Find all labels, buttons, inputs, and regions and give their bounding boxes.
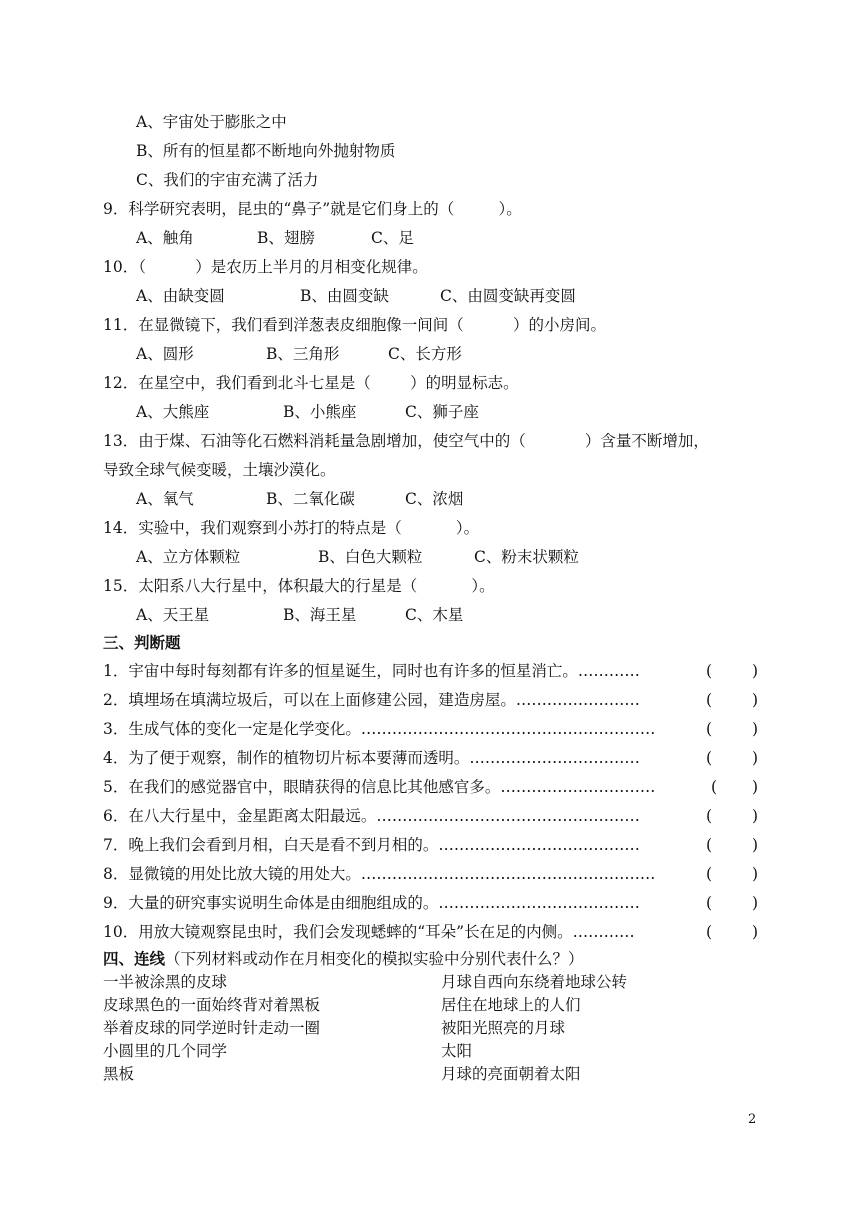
question-11: 11．在显微镜下，我们看到洋葱表皮细胞像一间间（ ）的小房间。 xyxy=(103,316,606,334)
answer-paren-close: ) xyxy=(752,749,759,767)
option-b: B、由圆变缺 xyxy=(300,287,389,305)
match-right-item[interactable]: 居住在地球上的人们 xyxy=(441,996,581,1014)
match-left-item[interactable]: 一半被涂黑的皮球 xyxy=(103,973,228,991)
section-3-title: 三、判断题 xyxy=(103,633,181,652)
judgement-item: 10．用放大镜观察昆虫时，我们会发现蟋蟀的“耳朵”长在足的内侧。………… xyxy=(103,923,635,941)
option-a: A、氧气 xyxy=(136,490,194,508)
match-left-item[interactable]: 皮球黑色的一面始终背对着黑板 xyxy=(103,996,321,1014)
judgement-item: 1．宇宙中每时每刻都有许多的恒星诞生，同时也有许多的恒星消亡。………… xyxy=(103,662,640,680)
answer-paren-open: ( xyxy=(706,836,713,854)
option-c: C、长方形 xyxy=(388,345,462,363)
judgement-item: 6．在八大行星中，金星距离太阳最远。…………………………………………… xyxy=(103,807,640,825)
answer-paren-close: ) xyxy=(752,923,759,941)
match-right-item[interactable]: 月球自西向东绕着地球公转 xyxy=(441,973,628,991)
answer-paren-close: ) xyxy=(752,807,759,825)
question-14: 14．实验中，我们观察到小苏打的特点是（ ）。 xyxy=(103,519,480,537)
answer-paren-open: ( xyxy=(706,923,713,941)
option-line: A、宇宙处于膨胀之中 xyxy=(136,113,287,131)
page-number: 2 xyxy=(748,1112,757,1127)
answer-paren-open: ( xyxy=(706,720,713,738)
option-a: A、触角 xyxy=(136,229,194,247)
answer-paren-open: ( xyxy=(706,691,713,709)
question-15: 15．太阳系八大行星中，体积最大的行星是（ ）。 xyxy=(103,577,495,595)
answer-paren-open: ( xyxy=(706,807,713,825)
section-4-note: （下列材料或动作在月相变化的模拟实验中分别代表什么？） xyxy=(165,950,584,968)
option-c: C、狮子座 xyxy=(405,403,479,421)
option-c: C、浓烟 xyxy=(405,490,464,508)
match-right-item[interactable]: 被阳光照亮的月球 xyxy=(441,1019,566,1037)
judgement-item: 7．晚上我们会看到月相，白天是看不到月相的。………………………………… xyxy=(103,836,640,854)
section-4-title: 四、连线 xyxy=(103,949,166,968)
match-right-item[interactable]: 太阳 xyxy=(441,1042,473,1060)
answer-paren-open: ( xyxy=(706,662,713,680)
match-right-item[interactable]: 月球的亮面朝着太阳 xyxy=(441,1065,581,1083)
answer-paren-close: ) xyxy=(752,778,759,796)
option-c: C、粉末状颗粒 xyxy=(474,548,579,566)
option-line: B、所有的恒星都不断地向外抛射物质 xyxy=(136,142,396,160)
answer-paren-close: ) xyxy=(752,865,759,883)
judgement-item: 5．在我们的感觉器官中，眼睛获得的信息比其他感官多。………………………… xyxy=(103,778,656,796)
option-c: C、足 xyxy=(371,229,414,247)
match-left-item[interactable]: 举着皮球的同学逆时针走动一圈 xyxy=(103,1019,321,1037)
judgement-item: 4．为了便于观察，制作的植物切片标本要薄而透明。…………………………… xyxy=(103,749,640,767)
question-13: 13．由于煤、石油等化石燃料消耗量急剧增加，使空气中的（ ）含量不断增加， xyxy=(103,432,709,450)
match-left-item[interactable]: 小圆里的几个同学 xyxy=(103,1042,228,1060)
option-b: B、二氧化碳 xyxy=(266,490,355,508)
judgement-item: 9．大量的研究事实说明生命体是由细胞组成的。………………………………… xyxy=(103,894,640,912)
answer-paren-open: ( xyxy=(706,865,713,883)
answer-paren-close: ) xyxy=(752,662,759,680)
option-a: A、天王星 xyxy=(136,606,210,624)
match-left-item[interactable]: 黑板 xyxy=(103,1065,135,1083)
option-a: A、圆形 xyxy=(136,345,194,363)
question-13-cont: 导致全球气候变暖，土壤沙漠化。 xyxy=(103,461,336,479)
option-b: B、翅膀 xyxy=(257,229,315,247)
answer-paren-close: ) xyxy=(752,894,759,912)
question-10: 10．（ ）是农历上半月的月相变化规律。 xyxy=(103,258,428,276)
option-b: B、三角形 xyxy=(266,345,340,363)
answer-paren-open: ( xyxy=(711,778,718,796)
option-a: A、立方体颗粒 xyxy=(136,548,241,566)
option-c: C、由圆变缺再变圆 xyxy=(440,287,576,305)
option-b: B、白色大颗粒 xyxy=(318,548,423,566)
judgement-item: 3．生成气体的变化一定是化学变化。………………………………………………… xyxy=(103,720,656,738)
judgement-item: 8．显微镜的用处比放大镜的用处大。………………………………………………… xyxy=(103,865,656,883)
answer-paren-close: ) xyxy=(752,836,759,854)
question-9: 9．科学研究表明，昆虫的“鼻子”就是它们身上的（ ）。 xyxy=(103,200,522,218)
judgement-item: 2．填埋场在填满垃圾后，可以在上面修建公园，建造房屋。…………………… xyxy=(103,691,640,709)
option-line: C、我们的宇宙充满了活力 xyxy=(136,171,319,189)
answer-paren-open: ( xyxy=(706,894,713,912)
option-c: C、木星 xyxy=(405,606,464,624)
answer-paren-close: ) xyxy=(752,691,759,709)
section-4-heading xyxy=(103,949,584,969)
answer-paren-open: ( xyxy=(706,749,713,767)
question-12: 12．在星空中，我们看到北斗七星是（ ）的明显标志。 xyxy=(103,374,519,392)
option-a: A、大熊座 xyxy=(136,403,210,421)
answer-paren-close: ) xyxy=(752,720,759,738)
option-a: A、由缺变圆 xyxy=(136,287,225,305)
option-b: B、海王星 xyxy=(283,606,357,624)
option-b: B、小熊座 xyxy=(283,403,357,421)
